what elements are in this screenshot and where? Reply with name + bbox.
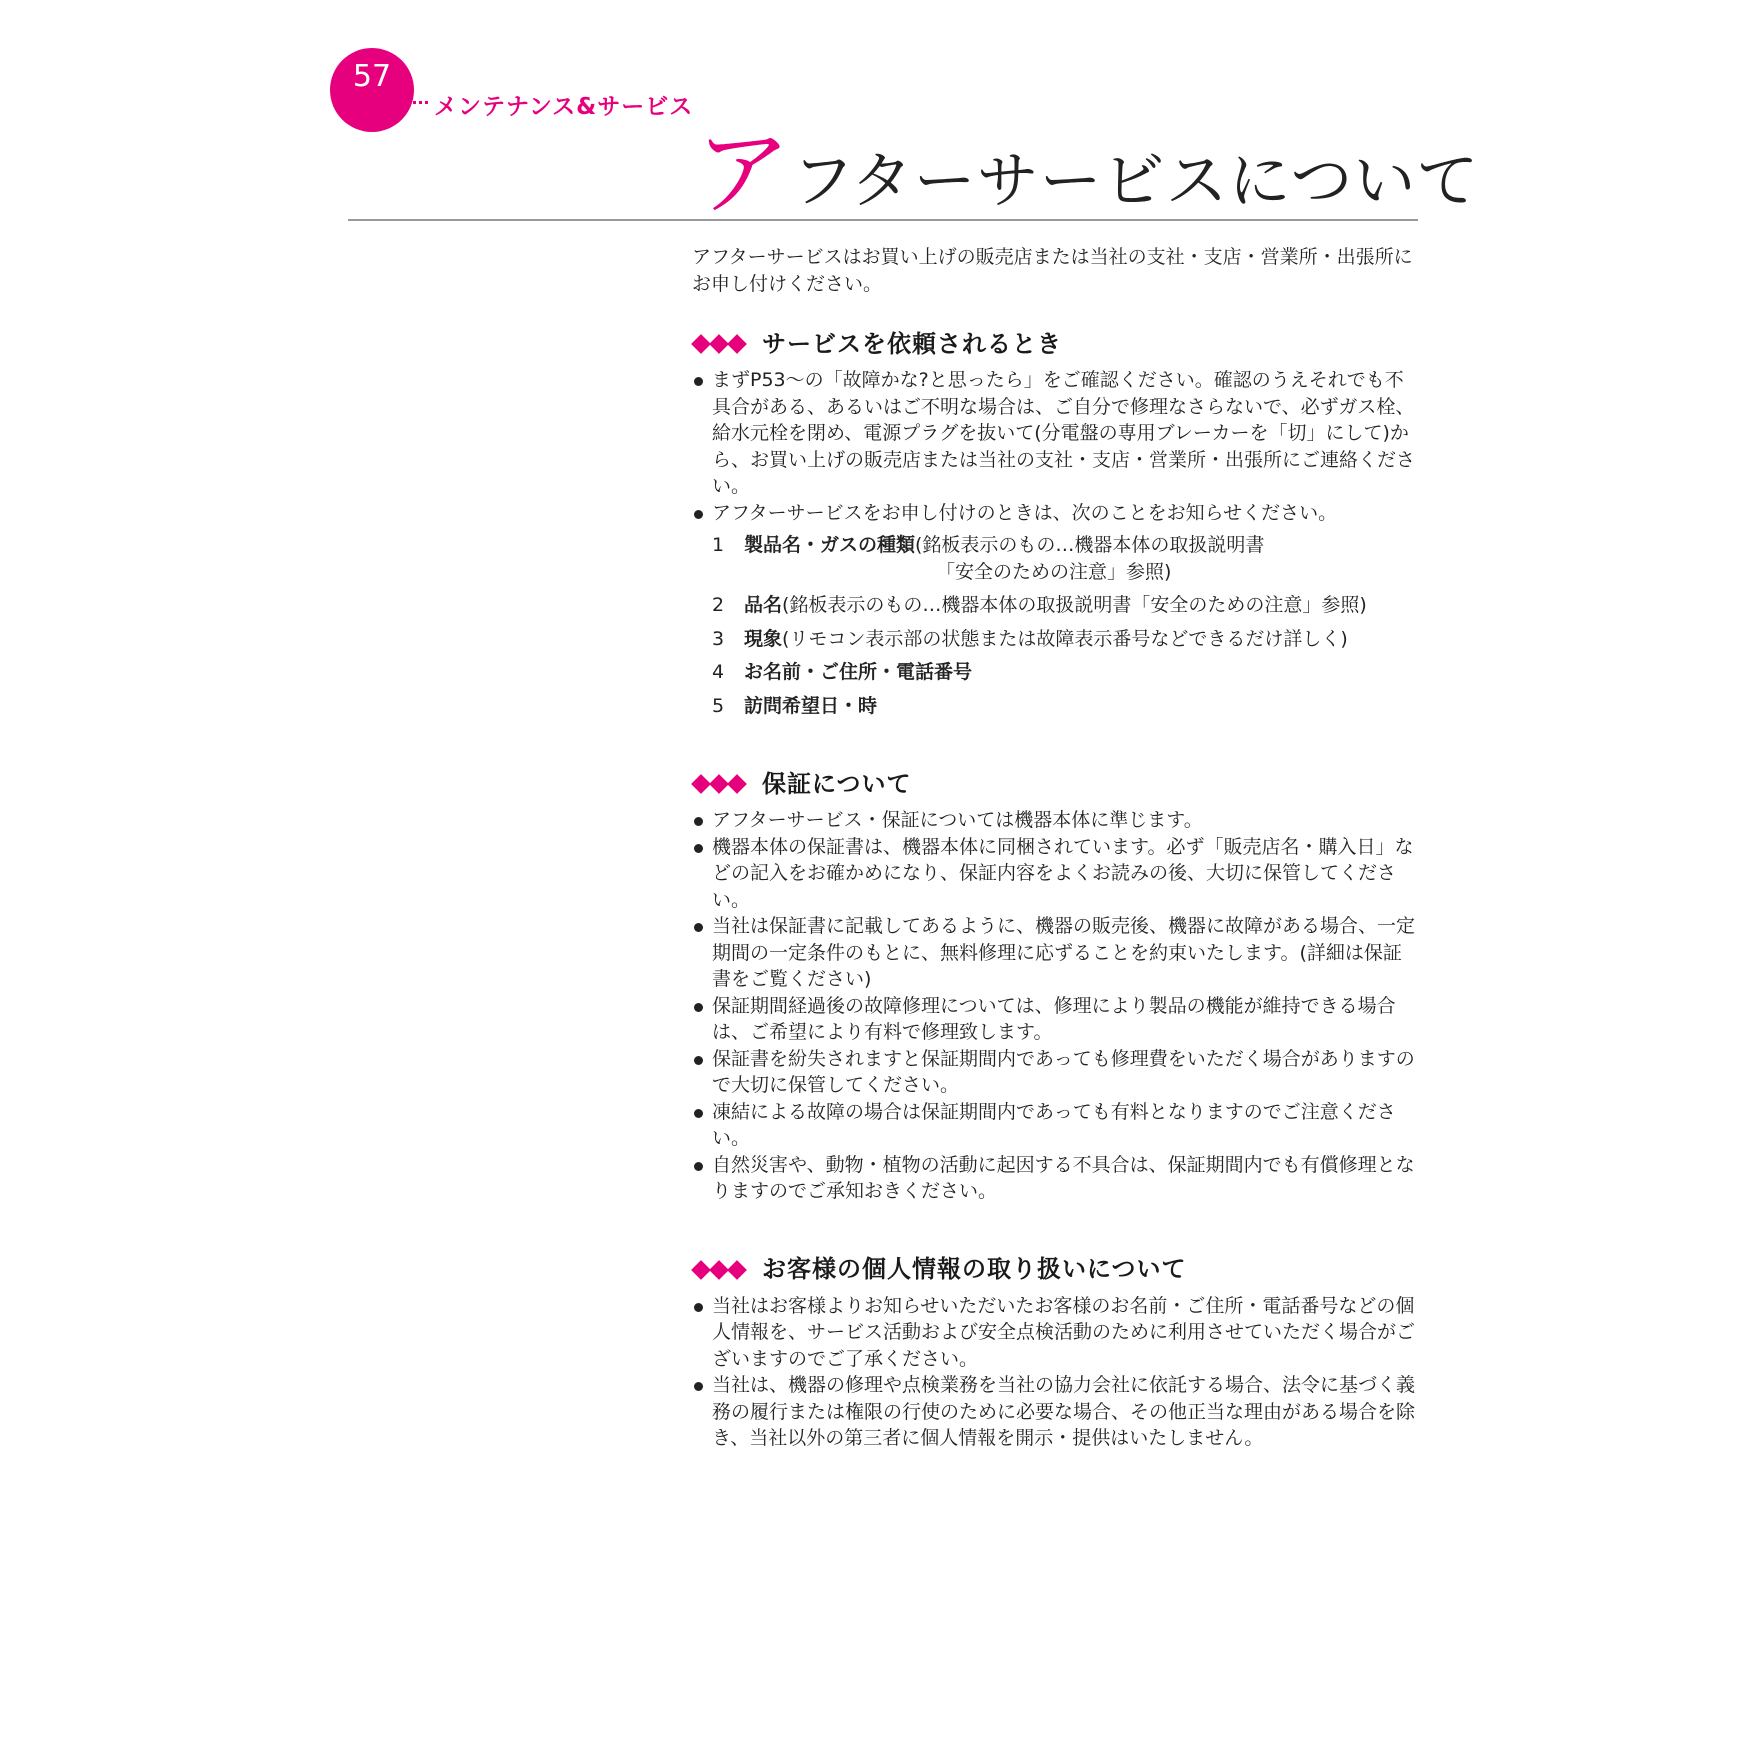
list-item	[692, 993, 1420, 1046]
section-heading-text: 保証について	[762, 769, 912, 798]
numbered-list	[692, 532, 1420, 719]
section-heading-text: サービスを依頼されるとき	[762, 329, 1062, 358]
title-divider	[348, 219, 1418, 221]
list-item-text: 凍結による故障の場合は保証期間内であっても有料となりますのでご注意ください。	[712, 1100, 1396, 1149]
list-item-text: アフターサービス・保証については機器本体に準じます。	[712, 809, 1203, 831]
item-detail: (銘板表示のもの…機器本体の取扱説明書「安全のための注意」参照)	[782, 594, 1367, 616]
list-item-text: 当社はお客様よりお知らせいただいたお客様のお名前・ご住所・電話番号などの個人情報を、サービス活動および安全点検活動のために利用させていただく場合がございますのでご了承ください。	[712, 1294, 1416, 1370]
item-detail: (リモコン表示部の状態または故障表示番号などできるだけ詳しく)	[782, 627, 1348, 650]
list-item	[692, 1372, 1420, 1452]
item-number: 3	[712, 627, 725, 650]
list-item-text: 機器本体の保証書は、機器本体に同梱されています。必ず「販売店名・購入日」などの記入をお確かめになり、保証内容をよくお読みの後、大切に保管してください。	[712, 835, 1414, 911]
numbered-item	[692, 592, 1420, 619]
page-title-first-char: ア	[695, 117, 792, 229]
item-number: 1	[712, 534, 725, 556]
bullet-icon	[694, 817, 703, 826]
item-detail: (銘板表示のもの…機器本体の取扱説明書	[915, 534, 1265, 556]
bullet-list	[692, 1293, 1420, 1452]
numbered-item	[692, 693, 1420, 720]
main-content	[692, 244, 1420, 1452]
list-item-text: 当社は保証書に記載してあるように、機器の販売後、機器に故障がある場合、一定期間の一定条件のもとに、無料修理に応ずることを約束いたします。(詳細は保証書をご覧ください)	[712, 915, 1416, 990]
intro-text: アフターサービスはお買い上げの販売店または当社の支社・支店・営業所・出張所にお申し付けください。	[692, 246, 1413, 295]
bullet-icon	[694, 1056, 703, 1065]
bullet-icon	[694, 1003, 703, 1012]
numbered-item	[692, 626, 1420, 653]
bullet-icon	[694, 377, 703, 386]
bullet-icon	[694, 1109, 703, 1118]
list-item-text: 保証期間経過後の故障修理については、修理により製品の機能が維持できる場合は、ご希望により有料で修理致します。	[712, 994, 1396, 1043]
list-item-text: 当社は、機器の修理や点検業務を当社の協力会社に依託する場合、法令に基づく義務の履行または権限の行使のために必要な場合、その他正当な理由がある場合を除き、当社以外の第三者に個人情報を開示・提供はいたしません。	[712, 1374, 1416, 1449]
section-heading-text: お客様の個人情報の取り扱いについて	[762, 1255, 1187, 1284]
page-number-badge	[330, 48, 414, 132]
item-label: 品名	[744, 594, 783, 616]
item-number: 2	[712, 594, 725, 616]
dotted-leader	[370, 101, 428, 104]
list-item	[692, 1099, 1420, 1152]
bullet-list	[692, 367, 1420, 526]
item-label: 現象	[744, 627, 783, 650]
section-heading-privacy	[692, 1253, 1420, 1287]
item-label: お名前・ご住所・電話番号	[744, 661, 973, 683]
page-title	[695, 117, 1480, 229]
diamond-bullets-icon	[692, 334, 750, 354]
item-detail-continued: 「安全のための注意」参照)	[936, 560, 1172, 583]
bullet-icon	[694, 510, 703, 519]
bullet-icon	[694, 1303, 703, 1312]
section-heading-service-request	[692, 327, 1420, 361]
list-item	[692, 367, 1420, 500]
list-item	[692, 1293, 1420, 1373]
diamond-bullets-icon	[692, 1260, 750, 1280]
list-item	[692, 1046, 1420, 1099]
bullet-icon	[694, 1162, 703, 1171]
numbered-item	[692, 532, 1420, 585]
list-item-text: 自然災害や、動物・植物の活動に起因する不具合は、保証期間内でも有償修理となりますのでご承知おきください。	[712, 1153, 1415, 1202]
bullet-icon	[694, 844, 703, 853]
numbered-item	[692, 659, 1420, 686]
item-label: 製品名・ガスの種類	[744, 534, 916, 556]
item-number: 5	[712, 694, 725, 717]
list-item	[692, 834, 1420, 914]
bullet-icon	[694, 923, 703, 932]
bullet-list	[692, 807, 1420, 1205]
section-label: メンテナンス&サービス	[434, 94, 694, 120]
item-label: 訪問希望日・時	[744, 694, 878, 717]
list-item	[692, 1152, 1420, 1205]
page-number: 57	[352, 59, 392, 94]
list-item-text: 保証書を紛失されますと保証期間内であっても修理費をいただく場合がありますので大切に保管してください。	[712, 1047, 1415, 1096]
list-item-text: まずP53〜の「故障かな?と思ったら」をご確認ください。確認のうえそれでも不具合がある、あるいはご不明な場合は、ご自分で修理なさらないで、必ずガス栓、給水元栓を閉め、電源プラグを抜いて(分電盤の専用ブレーカーを「切」にして)から、お買い上げの販売店または当社の支社・支店・営業所・出張所にご連絡ください。	[712, 369, 1416, 497]
diamond-bullets-icon	[692, 774, 750, 794]
bullet-icon	[694, 1382, 703, 1391]
page-title-rest: フターサービスについて	[792, 144, 1480, 217]
list-item	[692, 807, 1420, 834]
section-heading-warranty	[692, 767, 1420, 801]
list-item-text: アフターサービスをお申し付けのときは、次のことをお知らせください。	[712, 501, 1338, 524]
list-item	[692, 500, 1420, 527]
list-item	[692, 913, 1420, 993]
item-number: 4	[712, 661, 725, 683]
